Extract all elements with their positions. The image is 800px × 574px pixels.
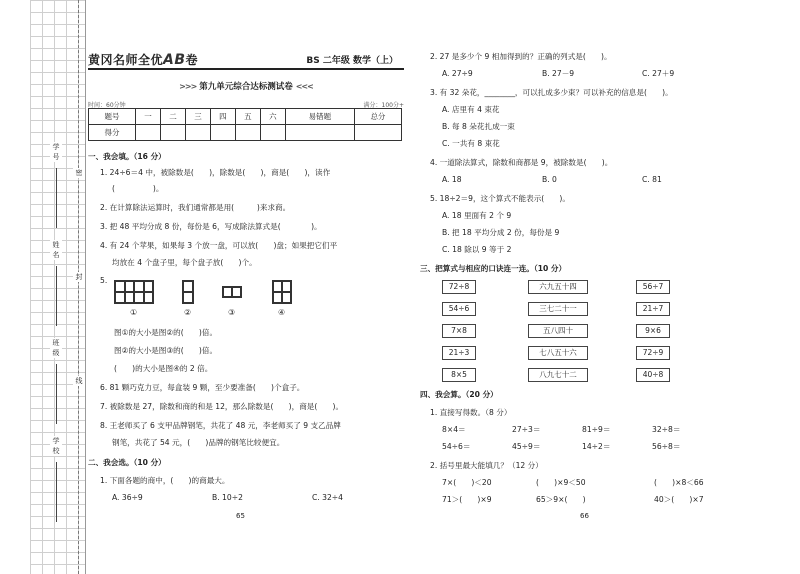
brand-logo: 黄冈名师全优AB卷 [88,52,199,68]
choice-5-option-a: A. 18 里面有 2 个 9 [442,211,512,220]
match-left-5[interactable]: 8×5 [442,368,476,382]
fill-2-3: 40＞( )×7 [654,495,704,504]
score-header-row: 题号 一 二 三 四 五 六 易错题 总分 [89,109,402,125]
question-5c: ( )的大小是图④的 2 倍。 [114,364,213,373]
section-1-heading: 一、我会填。（16 分） [88,152,166,161]
match-mid-3[interactable]: 五八四十 [528,324,588,338]
match-right-5[interactable]: 40÷8 [636,368,670,382]
choice-3-option-a: A. 店里有 4 束花 [442,105,500,114]
figure-4-grid [272,280,292,304]
question-5b: 图②的大小是图③的( )倍。 [114,346,218,355]
seal-char-1: 密 [73,168,85,178]
subquestion-2: 2. 括号里最大能填几？（12 分） [430,461,543,470]
class-line [56,364,57,424]
question-5a: 图①的大小是图②的( )倍。 [114,328,218,337]
section-3-heading: 三、把算式与相应的口诀连一连。（10 分） [420,264,567,273]
subquestion-1: 1. 直接写得数。（8 分） [430,408,512,417]
question-1-cont: ( )。 [112,184,164,193]
page-number-left: 65 [236,512,245,520]
name-line [56,266,57,326]
calc-2-2: 45÷9＝ [512,442,541,451]
choice-5-option-c: C. 18 除以 9 等于 2 [442,245,512,254]
match-mid-4[interactable]: 七八五十六 [528,346,588,360]
question-8-cont: 钢笔，共花了 54 元，( )品牌的钢笔比较便宜。 [112,438,285,447]
grade-subject: BS 二年级 数学（上） [306,56,398,66]
section-4-heading: 四、我会算。（20 分） [420,390,498,399]
match-right-2[interactable]: 21÷7 [636,302,670,316]
calc-1-1: 8×4＝ [442,425,466,434]
match-mid-5[interactable]: 八九七十二 [528,368,588,382]
name-label: 姓名 [50,240,62,260]
match-right-4[interactable]: 72÷9 [636,346,670,360]
seal-dash-line [78,0,79,574]
seal-char-3: 线 [73,376,85,386]
choice-4: 4. 一道除法算式，除数和商都是 9，被除数是( )。 [430,158,613,167]
seal-char-2: 封 [73,272,85,282]
choice-2-option-a: A. 27÷9 [442,69,473,78]
test-title: >>> 第九单元综合达标测试卷 <<< [179,82,313,92]
section-2-heading: 二、我会选。（10 分） [88,458,166,467]
question-2: 2. 在计算除法运算时，我们通常都是用( )来求商。 [100,203,291,212]
calc-2-3: 14÷2＝ [582,442,611,451]
fill-1-3: ( )×8＜66 [654,478,704,487]
figure-4-label: ④ [278,308,286,317]
calc-1-3: 81÷9＝ [582,425,611,434]
calc-1-2: 27÷3＝ [512,425,541,434]
figure-2-grid [182,280,194,304]
left-page [86,0,408,574]
student-id-line [56,168,57,228]
choice-1-option-a: A. 36÷9 [112,493,143,502]
question-5: 5. [100,276,108,285]
choice-3: 3. 有 32 朵花，________，可以扎成多少束？可以补充的信息是( )。 [430,88,673,97]
choice-5-option-b: B. 把 18 平均分成 2 份，每份是 9 [442,228,560,237]
figure-3-grid [222,286,242,298]
choice-4-option-a: A. 18 [442,175,462,184]
match-right-3[interactable]: 9×6 [636,324,670,338]
calc-1-4: 32÷8＝ [652,425,681,434]
choice-1: 1. 下面各题的商中，( )的商最大。 [100,476,230,485]
student-id-label: 学号 [50,142,62,162]
choice-1-option-c: C. 32÷4 [312,493,343,502]
score-input-row: 得分 [89,125,402,141]
fill-1-2: ( )×9＜50 [536,478,586,487]
choice-2-option-b: B. 27－9 [542,69,575,78]
choice-4-option-c: C. 81 [642,175,662,184]
class-label: 班级 [50,338,62,358]
score-table [88,108,402,141]
page-number-right: 66 [580,512,589,520]
question-3: 3. 把 48 平均分成 8 份，每份是 6，写成除法算式是( )。 [100,222,322,231]
school-label: 学校 [50,436,62,456]
calc-2-1: 54÷6＝ [442,442,471,451]
school-line [56,462,57,522]
match-left-3[interactable]: 7×8 [442,324,476,338]
fill-2-2: 65＞9×( ) [536,495,586,504]
match-mid-2[interactable]: 三七二十一 [528,302,588,316]
question-7: 7. 被除数是 27，除数和商的和是 12，那么除数是( )，商是( )。 [100,402,344,411]
match-left-2[interactable]: 54÷6 [442,302,476,316]
fill-2-1: 71＞( )×9 [442,495,492,504]
question-1: 1. 24÷6＝4 中，被除数是( )，除数是( )，商是( )，读作 [100,168,331,177]
choice-3-option-b: B. 每 8 朵花扎成一束 [442,122,515,131]
match-left-4[interactable]: 21÷3 [442,346,476,360]
question-6: 6. 81 颗巧克力豆，每盒装 9 颗，至少要准备( )个盒子。 [100,383,305,392]
figure-1-label: ① [130,308,138,317]
choice-4-option-b: B. 0 [542,175,557,184]
question-4: 4. 有 24 个苹果，如果每 3 个放一盘，可以放( )盘；如果把它们平 [100,241,338,250]
choice-2-option-c: C. 27＋9 [642,69,675,78]
choice-1-option-b: B. 10÷2 [212,493,243,502]
match-right-1[interactable]: 56÷7 [636,280,670,294]
choice-3-option-c: C. 一共有 8 束花 [442,139,500,148]
meta-row: 时间：60分钟 满分：100分+ [88,102,404,109]
choice-5: 5. 18÷2＝9，这个算式不能表示( )。 [430,194,570,203]
figure-1-grid [114,280,154,304]
question-8: 8. 王老师买了 6 支甲品牌钢笔，共花了 48 元，李老师买了 9 支乙品牌 [100,421,341,430]
fill-1-1: 7×( )＜20 [442,478,492,487]
question-4-cont: 均放在 4 个盘子里，每个盘子放( )个。 [112,258,257,267]
figure-3-label: ③ [228,308,236,317]
header-bar [88,50,404,70]
choice-2: 2. 27 是多少个 9 相加得到的？正确的列式是( )。 [430,52,612,61]
match-left-1[interactable]: 72÷8 [442,280,476,294]
match-mid-1[interactable]: 六九五十四 [528,280,588,294]
calc-2-4: 56÷8＝ [652,442,681,451]
figure-2-label: ② [184,308,192,317]
right-page [420,0,800,574]
